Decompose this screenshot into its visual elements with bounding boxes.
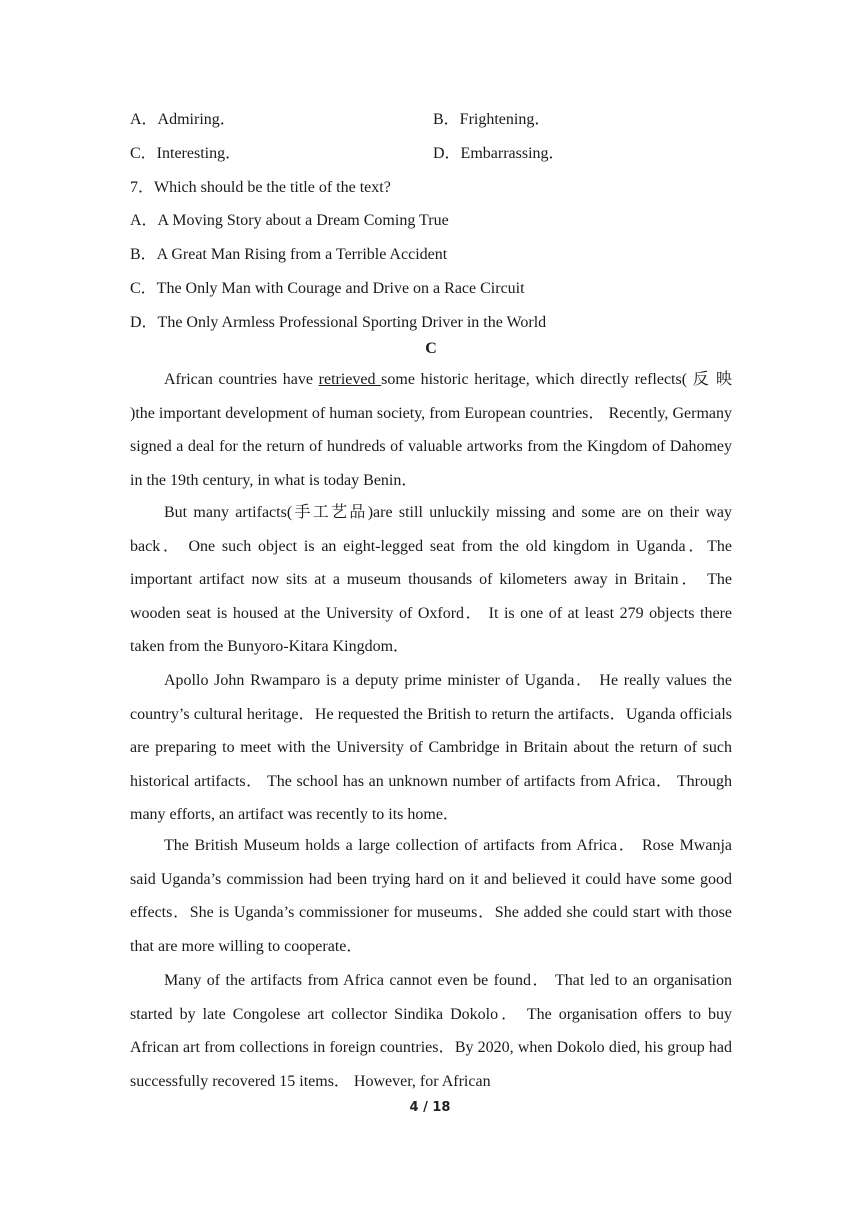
question-7-option-d: D．The Only Armless Professional Sporting Driver in the World [130, 314, 547, 331]
option-c: C．Interesting． [130, 145, 242, 162]
section-heading: C [425, 340, 437, 357]
passage-paragraph-4 [130, 829, 732, 963]
passage-paragraph-3 [130, 664, 732, 832]
p4-text: The British Museum holds a large collection of artifacts from Africa． Rose Mwanja said Uganda’s commission had been trying hard on it and believed it could have some good effects．She is Uganda’s commissioner for museums．She added she could start with those that are more willing to cooperate． [130, 837, 732, 955]
option-d: D．Embarrassing． [433, 145, 565, 162]
p1-text-before: African countries have [164, 371, 319, 388]
option-b: B．Frightening． [433, 111, 551, 128]
passage-paragraph-5 [130, 964, 732, 1098]
question-7-option-b: B．A Great Man Rising from a Terrible Accident [130, 246, 448, 263]
question-7-option-a: A．A Moving Story about a Dream Coming True [130, 212, 449, 229]
underlined-word: retrieved [318, 371, 382, 388]
page-number: 4 / 18 [409, 1100, 451, 1115]
options-row-ab [130, 106, 732, 130]
p5-text: Many of the artifacts from Africa cannot even be found． That led to an organisation started by late Congolese art collector Sindika Dokolo． The organisation offers to buy African art from collections in foreign countries．By 2020, when Dokolo died, his group had successfully recovered 15 items． However, for African [130, 972, 732, 1090]
options-row-cd [130, 140, 732, 164]
p2-text: But many artifacts(手工艺品)are still unluckily missing and some are on their way back． One such object is an eight-legged seat from the old kingdom in Uganda．The important artifact now sits at a museum thousands of kilometers away in Britain． The wooden seat is housed at the University of Oxford． It is one of at least 279 objects there taken from the Bunyoro-Kitara Kingdom． [130, 504, 732, 656]
question-7-option-c: C．The Only Man with Courage and Drive on a Race Circuit [130, 280, 525, 297]
passage-paragraph-2 [130, 496, 732, 664]
p3-text: Apollo John Rwamparo is a deputy prime minister of Uganda． He really values the country’s cultural heritage．He requested the British to return the artifacts．Uganda officials are preparing to meet with the University of Cambridge in Britain about the return of such historical artifacts． The school has an unknown number of artifacts from Africa． Through many efforts, an artifact was recently to its home． [130, 672, 732, 824]
question-7-stem: 7．Which should be the title of the text? [130, 179, 391, 196]
option-a: A．Admiring． [130, 111, 236, 128]
passage-paragraph-1 [130, 363, 732, 497]
p1-text-after: some historic heritage, which directly reflects( 反 映 )the important development of human society, from European countries． Recently, Germany signed a deal for the return of hundreds of valuable artworks from the Kingdom of Dahomey in the 19th century, in what is today Benin． [130, 371, 732, 489]
